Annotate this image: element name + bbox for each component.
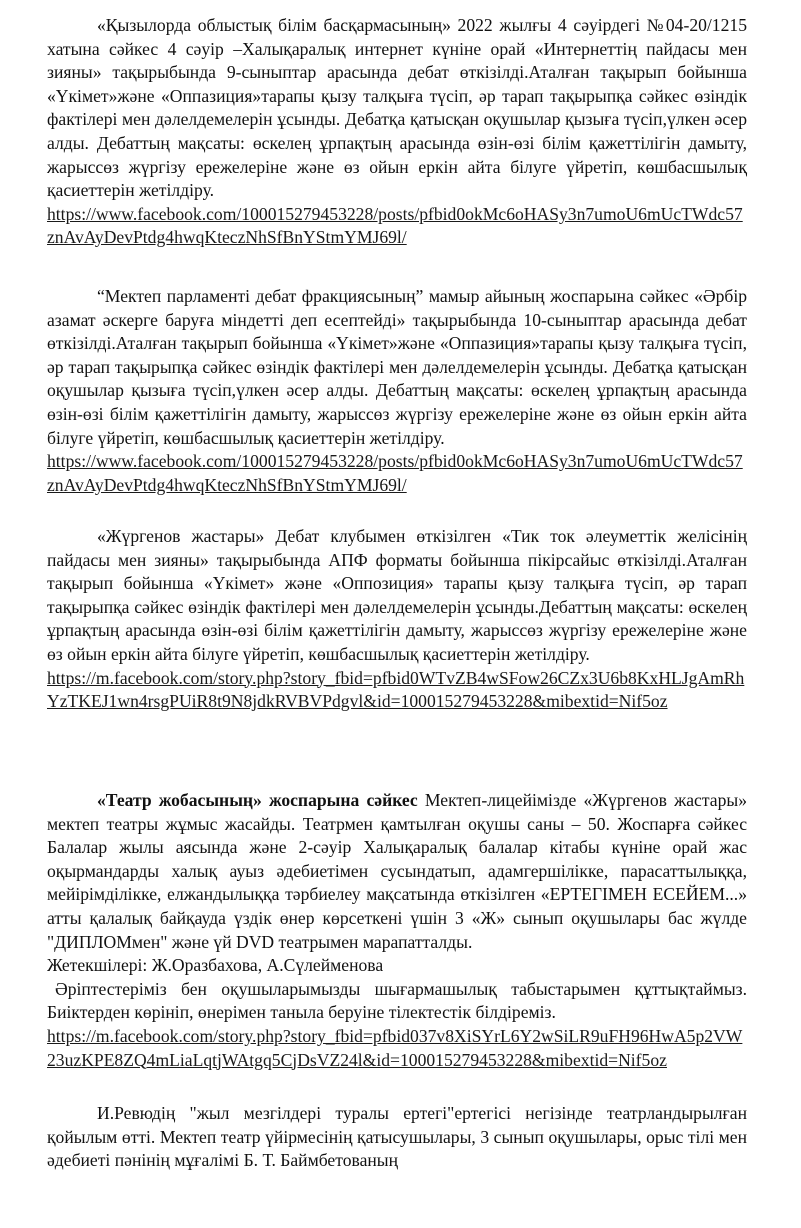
facebook-story-link[interactable]: https://m.facebook.com/story.php?story_fbid=pfbid037v8XiSYrL6Y2wSiLR9uFH96HwA5p2VW23uzKPE8ZQ4mLiaLqtjWAtgq5CjDsVZ24l&id=100015279453228&mibextid=Nif5oz — [47, 1025, 743, 1070]
paragraph-army-debate — [47, 285, 747, 497]
paragraph-tiktok-debate — [47, 525, 747, 714]
facebook-story-link[interactable]: https://m.facebook.com/story.php?story_fbid=pfbid0WTvZB4wSFow26CZx3U6b8KxHLJgAmRhYzTKEJ1wn4rsgPUiR8t9N8jdkRVBVPdgvl&id=100015279453228&mibextid=Nif5oz — [47, 667, 745, 712]
paragraph-text: «Қызылорда облыстық білім басқармасының» 2022 жылғы 4 сәуірдегі №04-20/1215 хатына сәйкес 4 сәуір –Халықаралық интернет күніне орай «Интернеттің пайдасы мен зияны» тақырыбында 9-сыныптар арасында дебат өткізілді.Аталған тақырып бойынша «Үкімет»және «Оппазиция»тарапы қызу талқыға түсіп, әр тарап тақырыпқа сәйкес өзіндік фактілері мен дәлелдемелерін ұсынды. Дебатқа қатысқан оқушылар қызыға түсіп,үлкен әсер алды. Дебаттың мақсаты: өскелең ұрпақтың арасында өзін-өзі білім қажеттілігін дамыту, жарыссөз жүргізу ережелеріне және өз ойын еркін айта білуге үйретіп, көшбасшылық қасиеттерін жетілдіру. — [47, 15, 747, 201]
paragraph-text — [47, 789, 747, 954]
congratulations-text: Әріптестеріміз бен оқушыларымызды шығармашылық табыстарымен құттықтаймыз. Биіктерден көрініп, өнерімен танылa беруіне тілектестік білдіреміз. — [47, 978, 747, 1023]
paragraph-text: И.Ревюдің "жыл мезгілдері туралы ертегі"ертегісі негізінде театрландырылған қойылым өтті. Мектеп театр үйірмесінің қатысушылары, 3 сынып оқушылары, орыс тілі мен әдебиеті пәнінің мұғалімі Б. Т. Баймбетованың — [47, 1103, 747, 1171]
paragraph-theatre-project — [47, 789, 747, 1072]
theatre-project-text: Мектеп-лицейімізде «Жүргенов жастары» мектеп театры жұмыс жасайды. Театрмен қамтылған оқушы саны – 50. Жоспарға сәйкес Балалар жылы аясында және 2-сәуір Халықаралық балалар кітабы күніне орай жас оқырмандарды халық ауыз әдебиетімен сусындатып, адамгершілікке, парасаттылыққа, мейірімділікке, елжандылыққа тәрбиелеу мақсатында өткізілген «ЕРТЕГІМЕН ЕСЕЙЕМ...» атты қалалық байқауда үздік өнер көрсеткені үшін 3 «Ж» сынып оқушылары бас жүлде "ДИПЛОМмен" және үй DVD театрымен марапатталды. — [47, 790, 747, 952]
paragraph-internet-day-debate — [47, 14, 747, 250]
facebook-post-link[interactable]: https://www.facebook.com/100015279453228/posts/pfbid0okMc6oHASy3n7umoU6mUcTWdc57znAvAyDevPtdg4hwqKteczNhSfBnYStmYMJ69l/ — [47, 203, 743, 248]
leaders-line: Жетекшілері: Ж.Оразбахова, А.Сүлейменова — [47, 955, 384, 976]
paragraph-text: “Мектеп парламенті дебат фракциясының” мамыр айының жоспарына сәйкес «Әрбір азамат әскерге баруға міндетті деп есептейді» тақырыбында 10-сыныптар арасында дебат өткізілді.Аталған тақырып бойынша «Үкімет»және «Оппазиция»тарапы қызу талқыға түсіп, әр тарап тақырыпқа сәйкес өзіндік фактілері мен дәлелдемелерін ұсынды. Дебатқа қатысқан оқушылар қызыға түсіп,үлкен әсер алды. Дебаттың мақсаты: өскелең ұрпақтың арасында өзін-өзі білім қажеттілігін дамыту, жарыссөз жүргізу ережелеріне және өз ойын еркін айта білуге үйретіп, көшбасшылық қасиеттерін жетілдіру. — [47, 286, 747, 448]
theatre-project-heading: «Театр жобасының» жоспарына сәйкес — [97, 790, 418, 810]
paragraph-text: «Жүргенов жастары» Дебат клубымен өткізілген «Тик ток әлеуметтік желісінің пайдасы мен зияны» тақырыбында АПФ форматы бойынша пікірсайыс өткізілді.Аталған тақырып бойынша «Үкімет» және «Оппозиция» тарапы қызу талқыға түсіп, әр тарап тақырыпқа сәйкес өзіндік фактілері мен дәлелдемелерін ұсынды.Дебаттың мақсаты: өскелең ұрпақтың арасында өзін-өзі білім қажеттілігін дамыту, жарыссөз жүргізу ережелеріне және өз ойын еркін айта білуге үйретіп, көшбасшылық қасиеттерін жетілдіру. — [47, 526, 747, 664]
facebook-post-link[interactable]: https://www.facebook.com/100015279453228/posts/pfbid0okMc6oHASy3n7umoU6mUcTWdc57znAvAyDevPtdg4hwqKteczNhSfBnYStmYMJ69l/ — [47, 451, 743, 495]
paragraph-revyu-play — [47, 1102, 747, 1173]
